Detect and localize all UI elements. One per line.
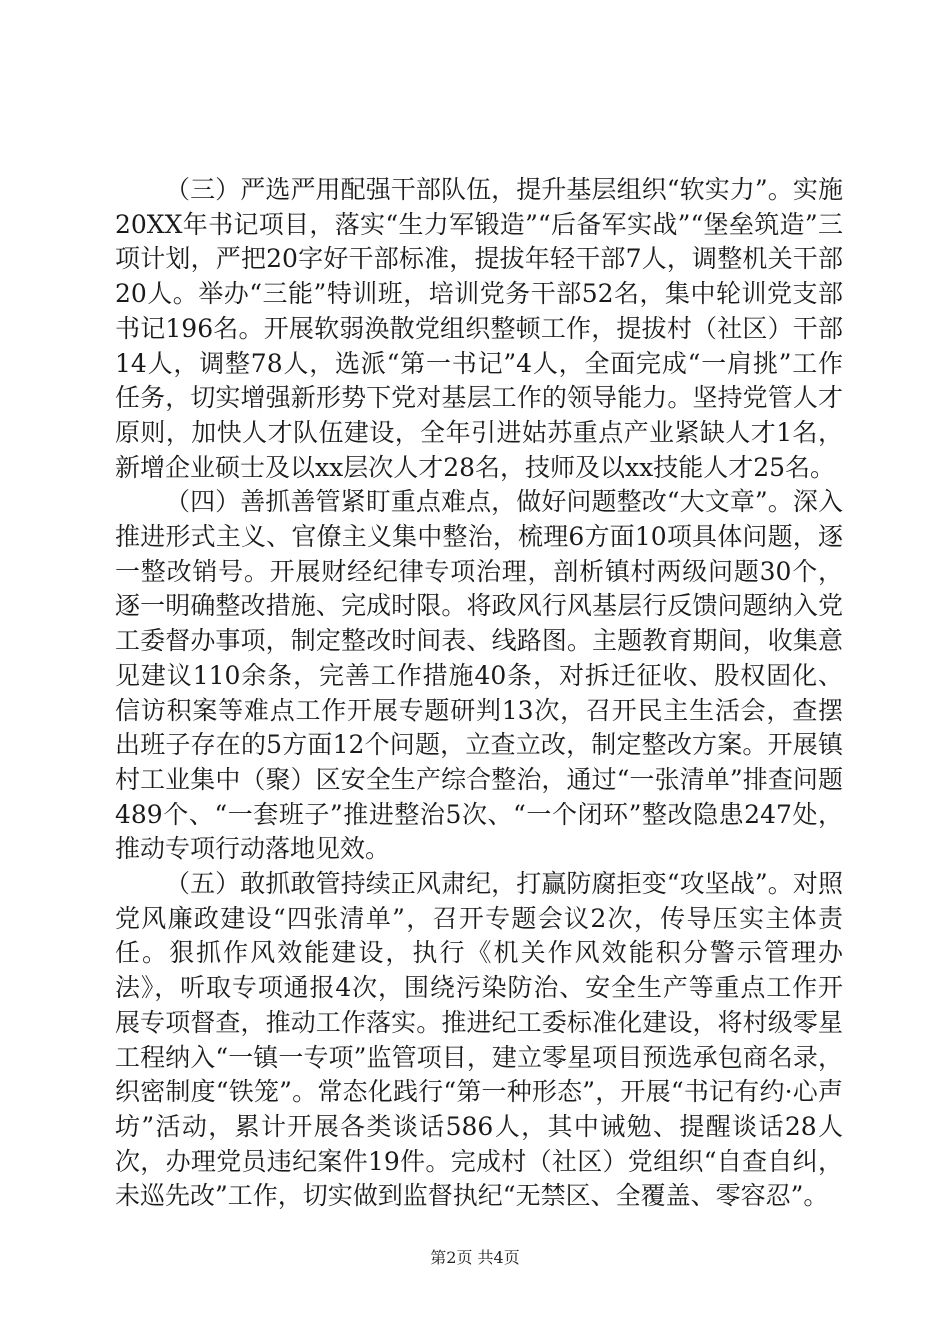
document-body <box>115 173 843 1214</box>
paragraph-section-4: （四）善抓善管紧盯重点难点，做好问题整改“大文章”。深入推进形式主义、官僚主义集中整治，梳理6方面10项具体问题，逐一整改销号。开展财经纪律专项治理，剖析镇村两级问题30个，逐一明确整改措施、完成时限。将政风行风基层行反馈问题纳入党工委督办事项，制定整改时间表、线路图。主题教育期间，收集意见建议110余条，完善工作措施40条，对拆迁征收、股权固化、信访积案等难点工作开展专题研判13次，召开民主生活会，查摆出班子存在的5方面12个问题，立查立改，制定整改方案。开展镇村工业集中（聚）区安全生产综合整治，通过“一张清单”排查问题489个、“一套班子”推进整治5次、“一个闭环”整改隐患247处，推动专项行动落地见效。 <box>115 487 843 864</box>
paragraph-section-5: （五）敢抓敢管持续正风肃纪，打赢防腐拒变“攻坚战”。对照党风廉政建设“四张清单”，召开专题会议2次，传导压实主体责任。狠抓作风效能建设，执行《机关作风效能积分警示管理办法》，听取专项通报4次，围绕污染防治、安全生产等重点工作开展专项督查，推动工作落实。推进纪工委标准化建设，将村级零星工程纳入“一镇一专项”监管项目，建立零星项目预选承包商名录，织密制度“铁笼”。常态化践行“第一种形态”，开展“书记有约·心声坊”活动，累计开展各类谈话586人，其中诫勉、提醒谈话28人次，办理党员违纪案件19件。完成村（社区）党组织“自查自纠，未巡先改”工作，切实做到监督执纪“无禁区、全覆盖、零容忍”。 <box>115 869 843 1211</box>
page-number-footer: 第2页 共4页 <box>430 1248 520 1267</box>
paragraph-section-3: （三）严选严用配强干部队伍，提升基层组织“软实力”。实施20XX年书记项目，落实“生力军锻造”“后备军实战”“堡垒筑造”三项计划，严把20字好干部标准，提拔年轻干部7人，调整机关干部20人。举办“三能”特训班，培训党务干部52名，集中轮训党支部书记196名。开展软弱涣散党组织整顿工作，提拔村（社区）干部14人，调整78人，选派“第一书记”4人，全面完成“一肩挑”工作任务，切实增强新形势下党对基层工作的领导能力。坚持党管人才原则，加快人才队伍建设，全年引进姑苏重点产业紧缺人才1名，新增企业硕士及以xx层次人才28名，技师及以xx技能人才25名。 <box>115 175 843 482</box>
